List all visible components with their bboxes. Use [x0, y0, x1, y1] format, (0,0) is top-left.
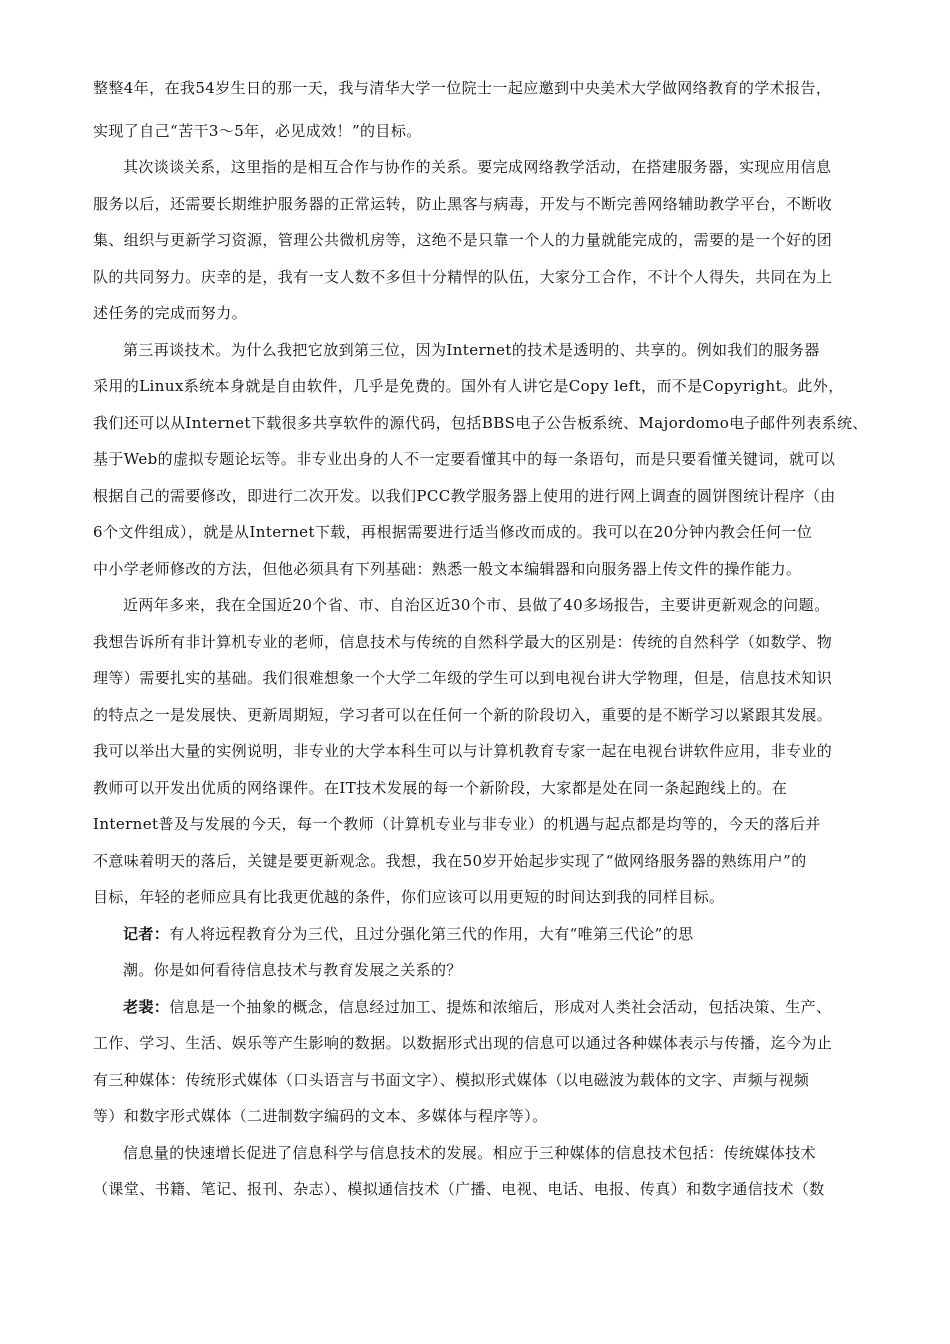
text-line: 我可以举出大量的实例说明，非专业的大学本科生可以与计算机教育专家一起在电视台讲软件应用，非专业的 [93, 742, 833, 760]
text-line: 服务以后，还需要长期维护服务器的正常运转，防止黑客与病毒，开发与不断完善网络辅助教学平台，不断收 [93, 195, 833, 213]
text-line: 集、组织与更新学习资源，管理公共微机房等，这绝不是只靠一个人的力量就能完成的，需要的是一个好的团 [93, 231, 833, 249]
text-line: 基于Web的虚拟专题论坛等。非专业出身的人不一定要看懂其中的每一条语句，而是只要看懂关键词，就可以 [93, 450, 836, 468]
paragraph-start-line: 其次谈谈关系，这里指的是相互合作与协作的关系。要完成网络教学活动，在搭建服务器，实现应用信息 [123, 158, 832, 176]
text-line: （课堂、书籍、笔记、报刊、杂志）、模拟通信技术（广播、电视、电话、电报、传真）和数字通信技术（数 [93, 1180, 825, 1198]
text-line: 整整4年，在我54岁生日的那一天，我与清华大学一位院士一起应邀到中央美术大学做网络教育的学术报告， [93, 79, 832, 97]
laopei-text: 信息是一个抽象的概念，信息经过加工、提炼和浓缩后，形成对人类社会活动，包括决策、生产、 [169, 998, 832, 1016]
text-line: 等）和数字形式媒体（二进制数字编码的文本、多媒体与程序等）。 [93, 1107, 548, 1125]
text-line: 教师可以开发出优质的网络课件。在IT技术发展的每一个新阶段，大家都是处在同一条起跑线上的。在 [93, 779, 788, 797]
text-line: 述任务的完成而努力。 [93, 304, 248, 322]
reporter-question-line-2: 潮。你是如何看待信息技术与教育发展之关系的？ [123, 961, 462, 979]
text-line: 根据自己的需要修改，即进行二次开发。以我们PCC教学服务器上使用的进行网上调查的圆饼图统计程序（由 [93, 487, 836, 505]
text-line: 的特点之一是发展快、更新周期短，学习者可以在任何一个新的阶段切入，重要的是不断学习以紧跟其发展。 [93, 706, 833, 724]
laopei-answer-line [123, 997, 831, 1017]
text-line: 目标，年轻的老师应具有比我更优越的条件，你们应该可以用更短的时间达到我的同样目标。 [93, 888, 725, 906]
text-line: 工作、学习、生活、娱乐等产生影响的数据。以数据形式出现的信息可以通过各种媒体表示与传播，迄今为止 [93, 1034, 833, 1052]
text-line: 不意味着明天的落后，关键是要更新观念。我想，我在50岁开始起步实现了“做网络服务器的熟练用户”的 [93, 852, 807, 870]
paragraph-start-line: 近两年多来，我在全国近20个省、市、自治区近30个市、县做了40多场报告，主要讲更新观念的问题。 [123, 596, 830, 614]
reporter-label: 记者： [123, 925, 170, 943]
reporter-text: 有人将远程教育分为三代，且过分强化第三代的作用，大有“唯第三代论”的思 [169, 925, 694, 943]
text-line: 中小学老师修改的方法，但他必须具有下列基础：熟悉一般文本编辑器和向服务器上传文件的操作能力。 [93, 560, 802, 578]
text-line: 有三种媒体：传统形式媒体（口头语言与书面文字）、模拟形式媒体（以电磁波为载体的文字、声频与视频 [93, 1071, 810, 1089]
paragraph-start-line: 第三再谈技术。为什么我把它放到第三位，因为Internet的技术是透明的、共享的。例如我们的服务器 [123, 341, 820, 359]
text-line: 队的共同努力。庆幸的是，我有一支人数不多但十分精悍的队伍，大家分工合作，不计个人得失，共同在为上 [93, 268, 833, 286]
paragraph-start-line: 信息量的快速增长促进了信息科学与信息技术的发展。相应于三种媒体的信息技术包括：传统媒体技术 [123, 1144, 817, 1162]
text-line: Internet普及与发展的今天，每一个教师（计算机专业与非专业）的机遇与起点都是均等的，今天的落后并 [93, 815, 821, 833]
text-line: 采用的Linux系统本身就是自由软件，几乎是免费的。国外有人讲它是Copy left，而不是Copyright。此外， [93, 377, 844, 395]
laopei-label: 老裴： [123, 998, 170, 1016]
text-line: 我们还可以从Internet下载很多共享软件的源代码，包括BBS电子公告板系统、Majordomo电子邮件列表系统、 [93, 414, 868, 432]
text-line: 理等）需要扎实的基础。我们很难想象一个大学二年级的学生可以到电视台讲大学物理，但是，信息技术知识 [93, 669, 833, 687]
reporter-question-line [123, 924, 694, 944]
text-line: 我想告诉所有非计算机专业的老师，信息技术与传统的自然科学最大的区别是：传统的自然科学（如数学、物 [93, 633, 833, 651]
text-line: 6个文件组成），就是从Internet下载，再根据需要进行适当修改而成的。我可以在20分钟内教会任何一位 [93, 523, 813, 541]
text-line: 实现了自己“苦干3～5年，必见成效！”的目标。 [93, 122, 422, 140]
